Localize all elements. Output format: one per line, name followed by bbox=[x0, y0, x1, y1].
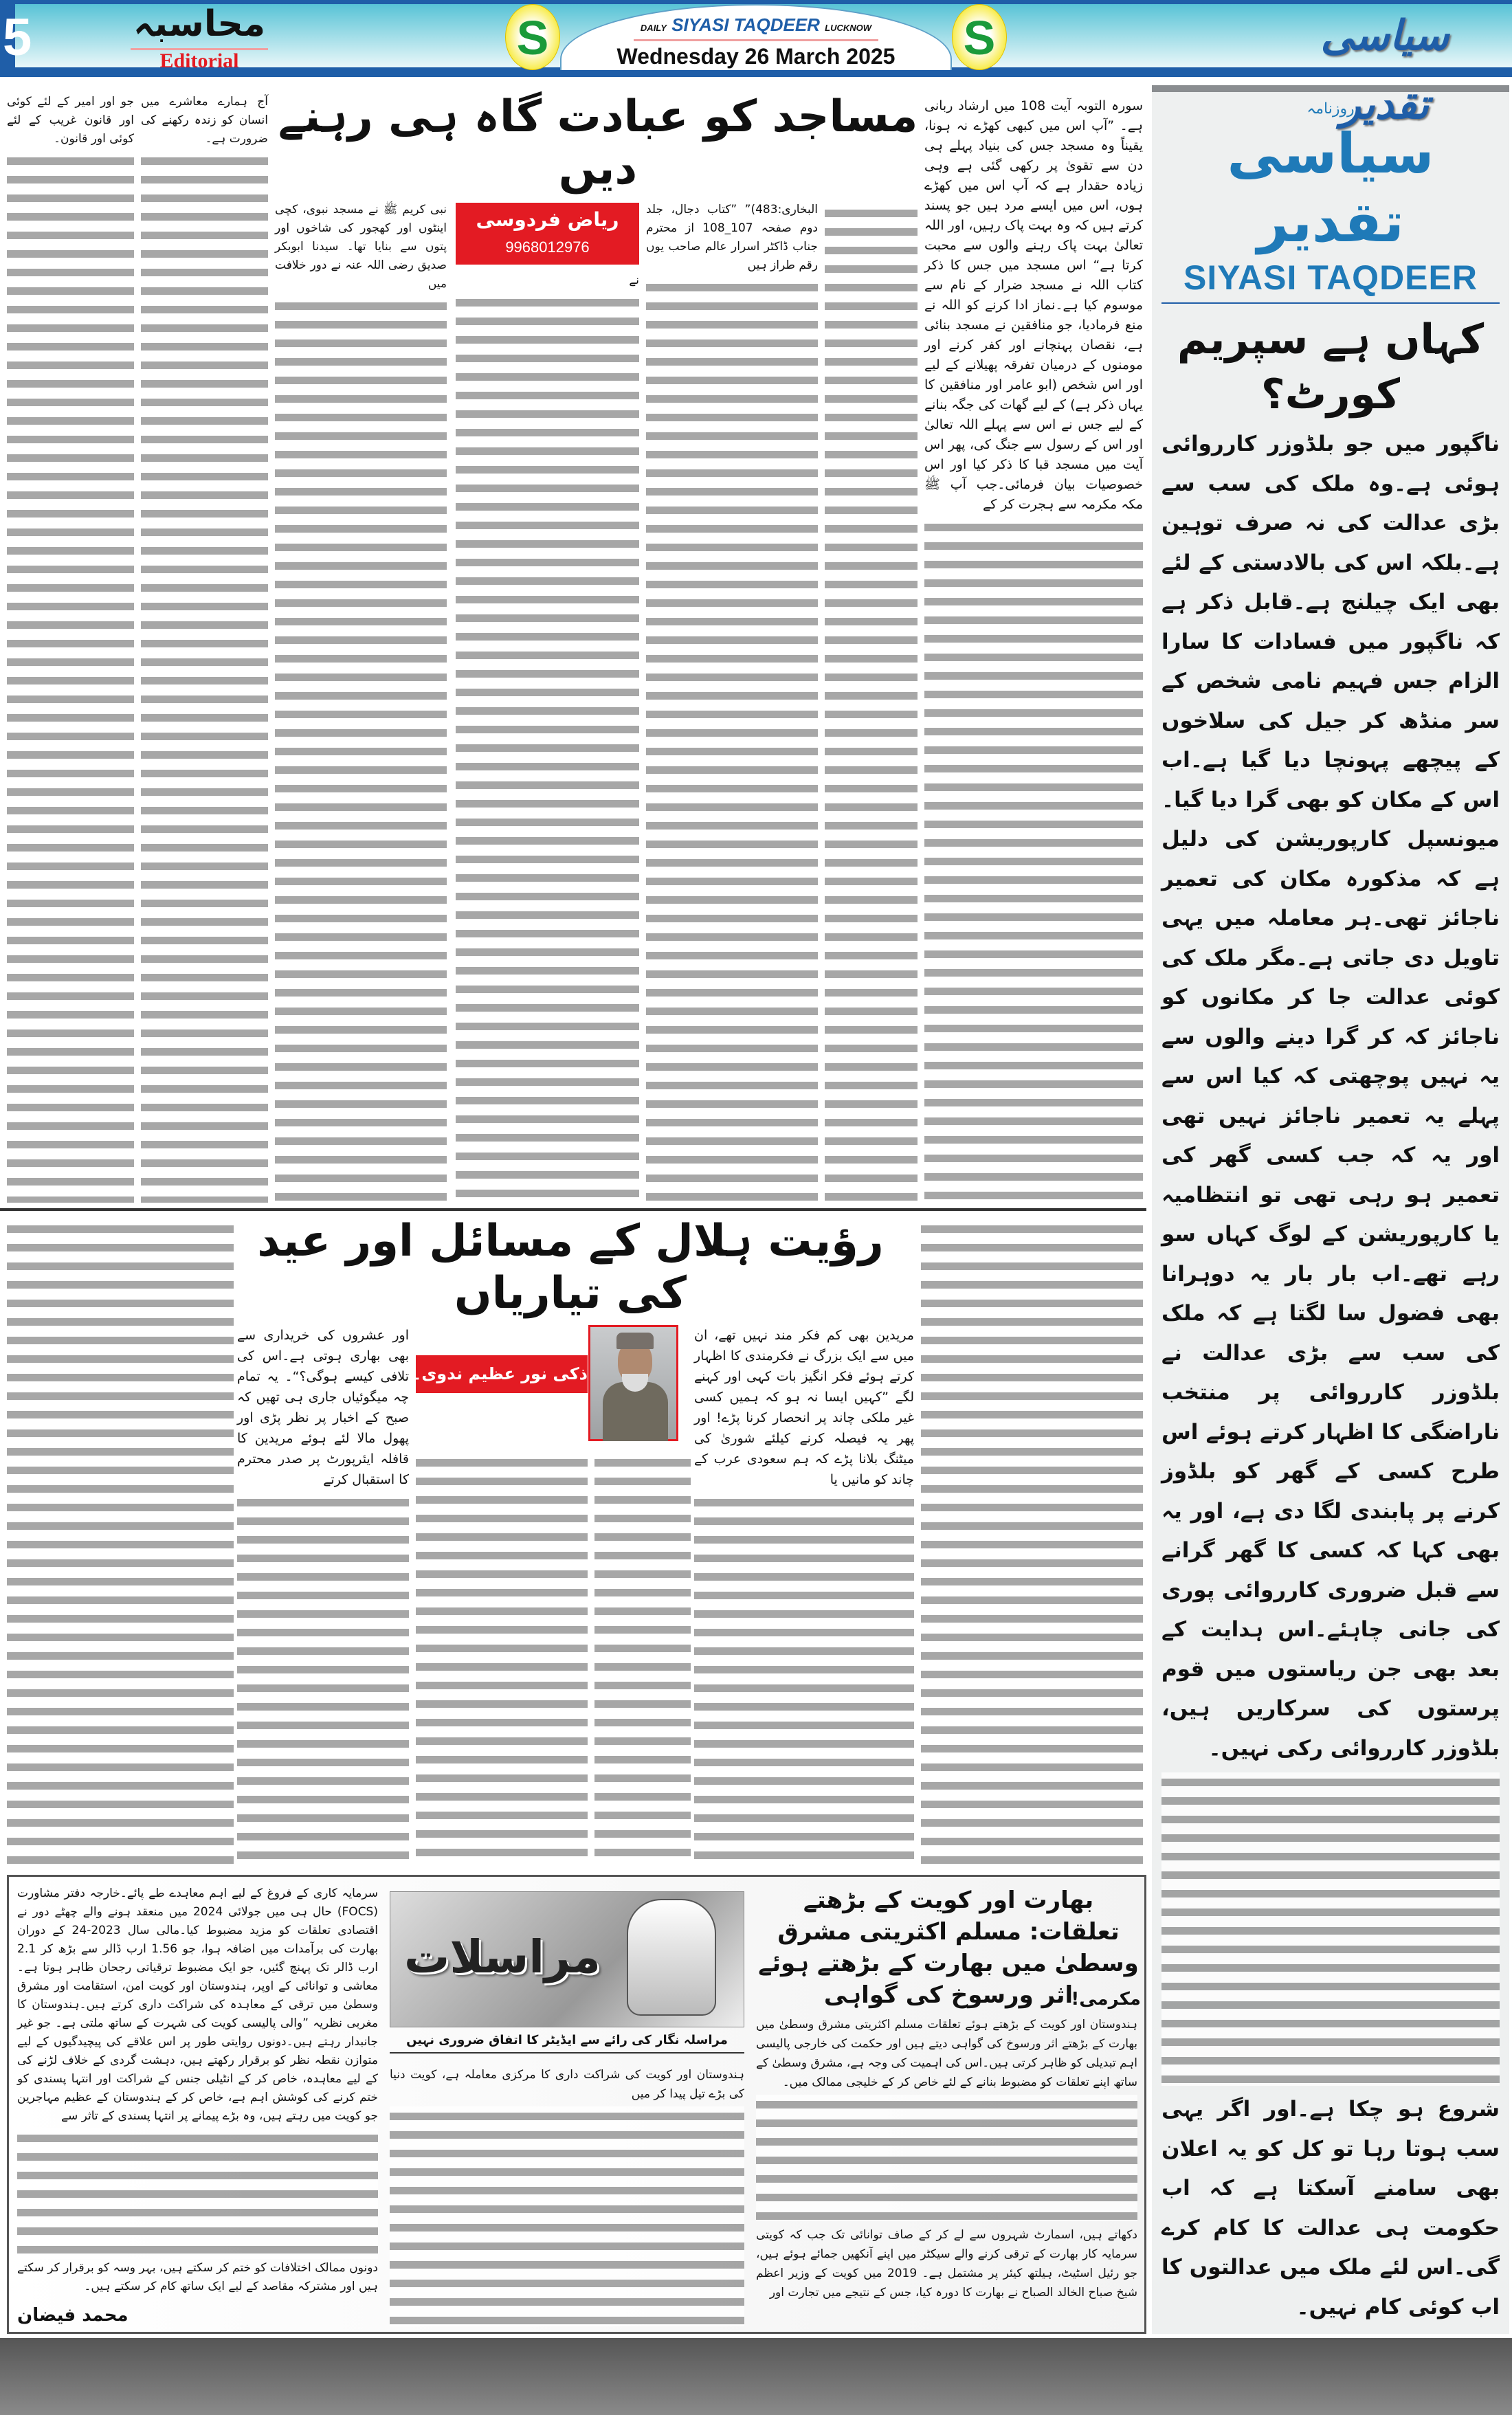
column-text: نبی کریم ﷺ نے مسجد نبوی، کچی اینٹوں اور کھجور کی شاخوں اور پتوں سے بنایا تھا۔ سیدنا ابوبکر صدیق رضی اللہ عنہ نے دور خلافت میں bbox=[275, 203, 447, 291]
editorial-closing: شروع ہو چکا ہے۔اور اگر یہی سب ہوتا رہا تو کل کو یہ اعلان بھی سامنے آسکتا ہے کہ اب حکومت ہی عدالت کا کام کرے گی۔اس لئے ملک میں عدالتوں کا اب کوئی کام نہیں۔ bbox=[1161, 2097, 1500, 2319]
author-photo bbox=[588, 1325, 678, 1441]
masthead-english bbox=[634, 14, 878, 41]
letters-banner-image bbox=[390, 1891, 744, 2027]
column-text: مریدین بھی کم فکر مند نہیں تھے، ان میں سے ایک بزرگ نے فکرمندی کا اظہار کرتے ہوئے فکر انگیز بات کہی اور کہنے لگے ”کہیں ایسا نہ ہو کہ ہمیں کسی غیر ملکی چاند پر انحصار کرنا پڑے! اور پھر یہ فیصلہ کرنے کیلئے شوریٰ کی میٹنگ بلانا پڑے کہ ہم سعودی عرب کے چاند کو مانیں یا bbox=[694, 1328, 914, 1487]
column-text: اور عشروں کی خریداری سے بھی بھاری ہوتی ہے۔اس کی تلافی کیسے ہوگی؟“۔ یہ تمام چہ میگوئیاں جاری ہی تھیں کہ صبح کے اخبار پر نظر پڑی اور پھول مالا لئے ہوئے مریدین کا قافلہ ایئرپورٹ پر صدر محترم کا استقبال کرتے bbox=[237, 1328, 409, 1487]
article-column bbox=[456, 271, 639, 1203]
sidebar-logo-en: SIYASI TAQDEER bbox=[1161, 257, 1500, 304]
sidebar-daily-label: روزنامہ bbox=[1307, 100, 1355, 118]
letter-left-column bbox=[17, 1884, 378, 2328]
article-column bbox=[825, 201, 918, 1203]
editorial-sidebar bbox=[1152, 85, 1509, 2334]
section-divider bbox=[0, 1208, 1146, 1211]
editorial-headline: کہاں ہے سپریم کورٹ؟ bbox=[1177, 315, 1485, 419]
sidebar-logo-urdu: سیاسی تقدیر bbox=[1227, 122, 1434, 254]
article-column bbox=[416, 1450, 588, 1866]
masthead-name: SIYASI TAQDEER bbox=[671, 14, 820, 35]
urdu-logo: سیاسی تقدیر bbox=[1320, 12, 1449, 129]
article-column bbox=[694, 1325, 914, 1866]
letters-banner-title: مراسلات bbox=[404, 1930, 601, 1983]
letter-right-closing bbox=[756, 2225, 1137, 2328]
section-title-urdu: محاسبہ bbox=[133, 3, 266, 45]
section-title-en: Editorial bbox=[131, 48, 268, 72]
article-column bbox=[237, 1325, 409, 1866]
letter-closing: دونوں ممالک اختلافات کو ختم کر سکتے ہیں، بہر وسہ کو برقرار کر سکتے ہیں اور مشترکہ مقاصد کے لیے ایک ساتھ کام کر سکتے ہیں۔ bbox=[17, 2261, 378, 2293]
letter-salutation: مکرمی! bbox=[1071, 1989, 1141, 2010]
masthead-prefix: DAILY bbox=[640, 23, 667, 33]
column-text: سورہ التوبہ آیت 108 میں ارشاد ربانی ہے۔ ”آپ اس میں کبھی کھڑے نہ ہونا، یقیناً وہ مسجد جس کی بنیاد پہلے ہی دن سے تقویٰ پر رکھی گئی ہے وہی زیادہ حقدار ہے کہ آپ اس میں کھڑے ہوں، اس میں ایسے مرد ہیں جو پسند کرتے ہیں کہ وہ بہت پاک رہیں، اور اللہ تعالیٰ بہت پاک رہنے والوں سے محبت کرتا ہے“ اس مسجد میں جس کا ذکر کتاب اللہ نے مسجد ضرار کے نام سے موسوم کیا ہے۔نماز ادا کرنے کو اللہ نے منع فرمادیا، جو منافقین نے مسجد بنائی ہے، نقصان پہنچانے اور کفر کرنے اور مومنوں کے درمیان تفرقہ پھیلانے کے لیے اور اس شخص (ابو عامر اور منافقین کا یہاں ذکر ہے) کے لیے گھات کی جگہ بنانے کے لیے جس نے اس سے پہلے اللہ تعالیٰ اور اس کے رسول سے جنگ کی، پھر اس آیت میں مسجد قبا کا ذکر کیا اور اس خصوصیات بیان فرمائی۔جب آپ ﷺ مکہ مکرمہ سے ہجرت کر کے bbox=[924, 98, 1143, 512]
column-text: جو اور امیر کے لئے کوئی اور قانون غریب کے لئے کوئی اور قانون۔ bbox=[7, 95, 134, 146]
s-logo-icon: S bbox=[505, 4, 560, 70]
article2-headline: رؤیت ہلال کے مسائل اور عید کی تیاریاں bbox=[257, 1216, 884, 1319]
article-column bbox=[275, 201, 447, 1203]
column-text: نے bbox=[629, 274, 639, 287]
column-text: البخاری:483)” ”کتاب دجال، جلد دوم صفحہ 107_108 از محترم جناب ڈاکٹر اسرار عالم صاحب یوں رقم طراز ہیں bbox=[646, 203, 818, 272]
editorial-body-continued bbox=[1161, 1772, 1500, 2086]
letter-text: سرمایہ کاری کے فروغ کے لیے اہم معاہدے طے پائے۔خارجہ دفتر مشاورت (FOCS) حال ہی میں جولائی 2024 میں منعقد ہونے والے چھٹے دور نے اقتصادی تعلقات کو مزید مضبوط کیا۔مالی سال 2023-24 کے دوران بھارت کی برآمدات میں اضافہ ہوا، جو 1.56 ارب ڈالر سے بڑھ کر 2.1 ارب ڈالر تک پہنچ گئیں، جو ایک مضبوط ترقیاتی رجحان ظاہر ہوتا ہے۔معاشی و توانائی کے اوپر، ہندوستان اور کویت امن، استقامت اور مشرق وسطیٰ میں ترقی کے معاہدہ کی شراکت داری کرتے ہیں۔ہندوستان کا مغربی نظریہ ”والی پالیسی کویت کی شہرت کے ساتھ ملتی ہے۔ جو غیر جانبدار رہتے ہیں۔دونوں روایتی طور پر اس علاقے کی پیچیدگیوں کے لیے متوازن نقطہ نظر کو برقرار رکھتے ہیں، دہشت گردی کے خلاف لڑنے کی کے لیے معاہدہ، خاص کر کے انٹیلی جنس کے شراکت اور انتہا پسندی کو ختم کرنے کی کوشش اہم ہے، خاص کر کے ہندوستان کے عظیم مہاجرین جو کویت میں رہتے ہیں، وہ بڑے پیمانے پر انتہا پسندی کے تاثر سے bbox=[17, 1887, 378, 2123]
article-column bbox=[594, 1450, 691, 1866]
article-column bbox=[924, 96, 1143, 1203]
author-name: ریاض فردوسی bbox=[476, 208, 619, 231]
editorial-body: ناگپور میں جو بلڈوزر کارروائی ہوئی ہے۔وہ ملک کی سب سے بڑی عدالت کی نہ صرف توہین ہے۔بلکہ اس کی بالادستی کے لئے بھی ایک چیلنج ہے۔قابل ذکر ہے کہ ناگپور میں فسادات کا سارا الزام جس فہیم نامی شخص کے سر منڈھ کر جیل کی سلاخوں کے پیچھے پہونچا دیا گیا ہے۔اب اس کے مکان کو بھی گرا دیا گیا۔میونسپل کارپوریشن کی دلیل ہے کہ مذکورہ مکان کی تعمیر ناجائز تھی۔ہر معاملہ میں یہی تاویل دی جاتی ہے۔مگر ملک کی کوئی عدالت جا کر مکانوں کو ناجائز کہ کر گرا دینے والوں سے یہ نہیں پوچھتی کہ کیا اس سے پہلے یہ تعمیر ناجائز نہیں تھی اور یہ کہ جب کسی گھر کی تعمیر ہو رہی تھی تو انتظامیہ یا کارپوریشن کے لوگ کہاں سو رہے تھے۔اب بار بار یہ دوہرانا بھی فضول سا لگتا ہے کہ ملک کی سب سے بڑی عدالت نے بلڈوزر کارروائی پر منتخب ناراضگی کا اظہار کرتے ہوئے اس طرح کسی کے گھر کو بلڈوز کرنے پر پابندی لگا دی ہے، اور یہ بھی کہا کہ کسی کا گھر گرانے سے قبل ضروری کارروائی پوری کی جانی چاہئے۔اس ہدایت کے بعد بھی جن ریاستوں میں قوم پرستوں کی سرکاریں ہیں، بلڈوزر کارروائی رکی نہیں۔ bbox=[1161, 432, 1500, 1761]
article-column bbox=[7, 93, 134, 1203]
author-phone: 9968012976 bbox=[505, 238, 590, 256]
letter-text: ہندوستان اور کویت کی شراکت داری کا مرکزی معاملہ ہے، کویت دنیا کی بڑے تیل پیدا کر میں bbox=[390, 2068, 744, 2101]
letter-text: دکھاتے ہیں، اسمارٹ شہروں سے لے کر کے صاف توانائی تک جب کہ کویتی سرمایہ کار بھارت کے ترقی کرنے والے سیکٹر میں اپنے آنکھیں جمائے ہوئے ہیں، جو رئیل اسٹیٹ، ہیلتھ کیئر پر مشتمل ہے۔ 2019 میں کویت کے وزیر اعظم شیخ صباح الخالد الصباح نے بھارت کا دورہ کیا، جس کے نتیجے میں تجارت اور bbox=[756, 2228, 1137, 2300]
article2-byline: ذکی نور عظیم ندوی۔لکھنؤ bbox=[416, 1355, 588, 1393]
article-column bbox=[921, 1216, 1143, 1866]
letter-text: ہندوستان اور کویت کے بڑھتے ہوئے تعلقات مسلم اکثریتی مشرق وسطیٰ میں بھارت کے بڑھتے اثر ورسوخ کی گواہی دیتے ہیں اور حکمت کی خارجی پالیسی اہم تبدیلی کو ظاہر کرتی ہیں۔اس کی اہمیت کی وجہ ہے، مشرق وسطیٰ کے ساتھ اپنے تعلقات کو مضبوط بنانے کے لئے خاص کر کے خلیجی ممالک میں۔ bbox=[756, 2018, 1137, 2089]
masthead-city: LUCKNOW bbox=[825, 23, 872, 33]
article-column bbox=[7, 1216, 234, 1866]
letter-signature: محمد فیضان bbox=[17, 2305, 129, 2326]
letter-middle-column bbox=[390, 2065, 744, 2326]
masthead-dome bbox=[560, 4, 952, 70]
column-text: آج ہمارے معاشرے میں انسان کو زندہ رکھنے کی ضرورت ہے۔ bbox=[141, 95, 268, 146]
article-column bbox=[646, 201, 818, 1203]
article1-headline: مساجد کو عبادت گاہ ہی رہنے دیں bbox=[278, 91, 918, 194]
hand-pen-icon bbox=[627, 1899, 716, 2016]
article-column bbox=[141, 93, 268, 1203]
issue-date: Wednesday 26 March 2025 bbox=[616, 44, 896, 69]
letter-headline: بھارت اور کویت کے بڑھتے تعلقات: مسلم اکثریتی مشرق وسطیٰ میں بھارت کے بڑھتے ہوئے اثر ورسوخ کی گواہی bbox=[758, 1887, 1139, 2009]
s-logo-icon: S bbox=[952, 4, 1007, 70]
article1-byline bbox=[456, 203, 639, 265]
page-number: 5 bbox=[3, 8, 32, 67]
letters-disclaimer: مراسلہ نگار کی رائے سے ایڈیٹر کا اتفاق ضروری نہیں bbox=[390, 2029, 744, 2054]
letter-right-column bbox=[756, 2015, 1137, 2221]
footer-bar bbox=[0, 2338, 1512, 2415]
